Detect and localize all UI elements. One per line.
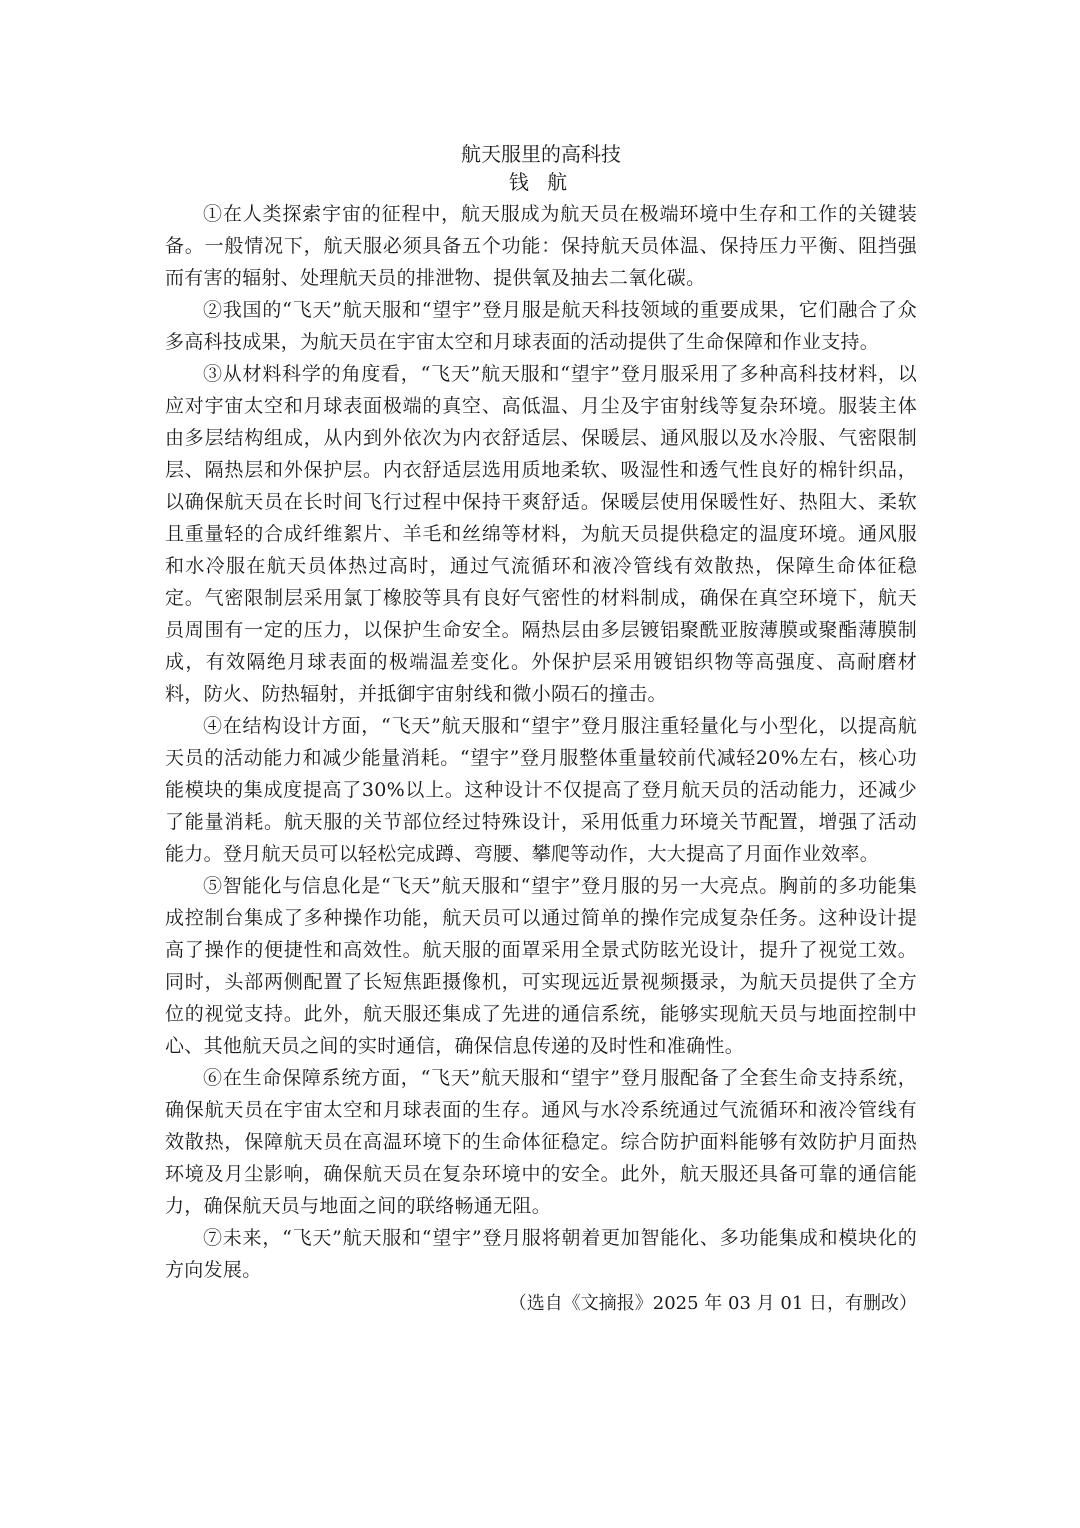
article-title: 航天服里的高科技: [461, 142, 621, 166]
paragraph-1: ①在人类探索宇宙的征程中，航天服成为航天员在极端环境中生存和工作的关键装备。一般情况下，航天服必须具备五个功能：保持航天员体温、保持压力平衡、阻挡强而有害的辐射、处理航天员的排泄物、提供氧及抽去二氧化碳。: [165, 203, 917, 289]
paragraph-4: ④在结构设计方面，“飞天”航天服和“望宇”登月服注重轻量化与小型化，以提高航天员的活动能力和减少能量消耗。“望宇”登月服整体重量较前代减轻20%左右，核心功能模块的集成度提高了30%以上。这种设计不仅提高了登月航天员的活动能力，还减少了能量消耗。航天服的关节部位经过特殊设计，采用低重力环境关节配置，增强了活动能力。登月航天员可以轻松完成蹲、弯腰、攀爬等动作，大大提高了月面作业效率。: [165, 715, 917, 865]
paragraph-5: ⑤智能化与信息化是“飞天”航天服和“望宇”登月服的另一大亮点。胸前的多功能集成控制台集成了多种操作功能，航天员可以通过简单的操作完成复杂任务。这种设计提高了操作的便捷性和高效性。航天服的面罩采用全景式防眩光设计，提升了视觉工效。同时，头部两侧配置了长短焦距摄像机，可实现远近景视频摄录，为航天员提供了全方位的视觉支持。此外，航天服还集成了先进的通信系统，能够实现航天员与地面控制中心、其他航天员之间的实时通信，确保信息传递的及时性和准确性。: [165, 875, 917, 1057]
article: [165, 140, 917, 1320]
paragraph-2: ②我国的“飞天”航天服和“望宇”登月服是航天科技领域的重要成果，它们融合了众多高科技成果，为航天员在宇宙太空和月球表面的活动提供了生命保障和作业支持。: [165, 299, 917, 353]
source-citation: （选自《文摘报》2025 年 03 月 01 日，有删改）: [508, 1293, 917, 1314]
paragraph-7: ⑦未来，“飞天”航天服和“望宇”登月服将朝着更加智能化、多功能集成和模块化的方向发展。: [165, 1227, 917, 1281]
paragraph-3: ③从材料科学的角度看，“飞天”航天服和“望宇”登月服采用了多种高科技材料，以应对宇宙太空和月球表面极端的真空、高低温、月尘及宇宙射线等复杂环境。服装主体由多层结构组成，从内到外依次为内衣舒适层、保暖层、通风服以及水冷服、气密限制层、隔热层和外保护层。内衣舒适层选用质地柔软、吸湿性和透气性良好的棉针织品，以确保航天员在长时间飞行过程中保持干爽舒适。保暖层使用保暖性好、热阻大、柔软且重量轻的合成纤维絮片、羊毛和丝绵等材料，为航天员提供稳定的温度环境。通风服和水冷服在航天员体热过高时，通过气流循环和液冷管线有效散热，保障生命体征稳定。气密限制层采用氯丁橡胶等具有良好气密性的材料制成，确保在真空环境下，航天员周围有一定的压力，以保护生命安全。隔热层由多层镀铝聚酰亚胺薄膜或聚酯薄膜制成，有效隔绝月球表面的极端温差变化。外保护层采用镀铝织物等高强度、高耐磨材料，防火、防热辐射，并抵御宇宙射线和微小陨石的撞击。: [165, 363, 917, 705]
article-author: 钱 航: [508, 170, 574, 194]
paragraph-6: ⑥在生命保障系统方面，“飞天”航天服和“望宇”登月服配备了全套生命支持系统，确保航天员在宇宙太空和月球表面的生存。通风与水冷系统通过气流循环和液冷管线有效散热，保障航天员在高温环境下的生命体征稳定。综合防护面料能够有效防护月面热环境及月尘影响，确保航天员在复杂环境中的安全。此外，航天服还具备可靠的通信能力，确保航天员与地面之间的联络畅通无阻。: [165, 1067, 917, 1217]
